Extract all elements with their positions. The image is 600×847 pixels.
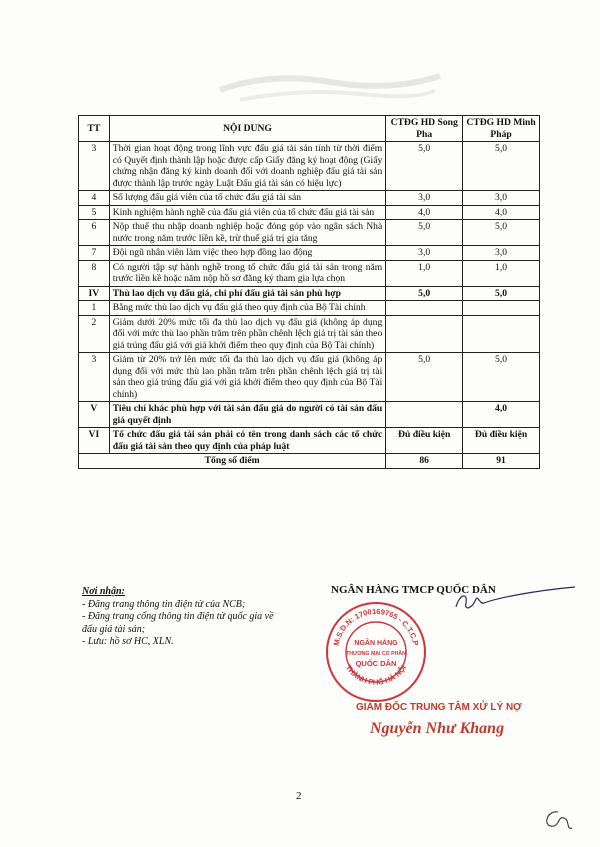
- row-score-minh-phap: 5,0: [463, 220, 540, 246]
- row-number: 8: [79, 260, 110, 286]
- header-tt: TT: [79, 116, 110, 142]
- table-row: [79, 260, 540, 286]
- row-content: Có người tập sự hành nghề trong tổ chức đấu giá tài sản trong năm trước liền kề hoặc năm nộp hồ sơ đăng ký tham gia lựa chọn: [109, 260, 386, 286]
- row-score-song-pha: Đủ điều kiện: [386, 428, 463, 454]
- table-row: [79, 142, 540, 191]
- total-label: Tổng số điểm: [79, 454, 386, 469]
- table-row: [79, 246, 540, 261]
- seal-line2: THƯƠNG MẠI CỔ PHẦN: [346, 651, 406, 657]
- row-score-song-pha: 3,0: [386, 191, 463, 206]
- row-content: Thù lao dịch vụ đấu giá, chi phí đấu giá tài sản phù hợp: [109, 286, 386, 301]
- row-number: VI: [79, 428, 110, 454]
- recipients-title: Nơi nhận:: [82, 586, 125, 597]
- recipient-item: - Lưu: hồ sơ HC, XLN.: [82, 635, 174, 647]
- row-score-minh-phap: 3,0: [463, 246, 540, 261]
- table-header-row: [79, 116, 540, 142]
- row-content: Bằng mức thù lao dịch vụ đấu giá theo quy định của Bộ Tài chính: [109, 301, 386, 316]
- recipient-item: - Đăng trang cổng thông tin điện tử quốc gia về đấu giá tài sản;: [82, 611, 274, 635]
- header-song-pha: CTĐG HD Song Pha: [386, 116, 463, 142]
- scan-artifact: [210, 60, 450, 110]
- header-content: NỘI DUNG: [109, 116, 386, 142]
- row-score-minh-phap: 4,0: [463, 402, 540, 428]
- row-content: Nộp thuế thu nhập doanh nghiệp hoặc đóng góp vào ngân sách Nhà nước trong năm trước liền kề, trừ thuế giá trị gia tăng: [109, 220, 386, 246]
- row-score-song-pha: 5,0: [386, 220, 463, 246]
- row-number: 3: [79, 353, 110, 402]
- seal-bottom-text: THÀNH PHỐ HÀ NỘI: [343, 663, 409, 687]
- signature-mark: [450, 585, 580, 625]
- score-table: [78, 115, 540, 469]
- row-score-song-pha: 5,0: [386, 286, 463, 301]
- seal-line3: QUỐC DÂN: [355, 659, 397, 668]
- signer-title: GIÁM ĐỐC TRUNG TÂM XỬ LÝ NỢ: [356, 702, 522, 713]
- signer-name: Nguyễn Như Khang: [370, 720, 505, 737]
- row-content: Tổ chức đấu giá tài sản phải có tên trong danh sách các tổ chức đấu giá tài sản theo quy định của pháp luật: [109, 428, 386, 454]
- initials-mark: [540, 806, 574, 836]
- recipients-block: [82, 586, 277, 648]
- seal-top-text: M.S.D.N: 1700169765 - C.T.C.P: [331, 606, 421, 647]
- row-number: 7: [79, 246, 110, 261]
- table-row: [79, 402, 540, 428]
- row-content: Đội ngũ nhân viên làm việc theo hợp đồng lao động: [109, 246, 386, 261]
- row-number: IV: [79, 286, 110, 301]
- row-score-minh-phap: [463, 301, 540, 316]
- row-score-minh-phap: [463, 315, 540, 353]
- row-number: V: [79, 402, 110, 428]
- row-number: 3: [79, 142, 110, 191]
- row-score-song-pha: [386, 402, 463, 428]
- total-minh-phap: 91: [463, 454, 540, 469]
- page-number: 2: [296, 790, 302, 802]
- row-number: 5: [79, 205, 110, 220]
- row-score-minh-phap: 5,0: [463, 353, 540, 402]
- table-row: [79, 428, 540, 454]
- row-number: 4: [79, 191, 110, 206]
- row-score-song-pha: [386, 315, 463, 353]
- row-score-minh-phap: 3,0: [463, 191, 540, 206]
- row-score-song-pha: 5,0: [386, 142, 463, 191]
- row-score-minh-phap: 5,0: [463, 142, 540, 191]
- table-row: [79, 191, 540, 206]
- table-row: [79, 353, 540, 402]
- table-row: [79, 286, 540, 301]
- row-content: Giảm dưới 20% mức tối đa thù lao dịch vụ đấu giá (không áp dụng đối với mức thù lao phần trăm trên phần chênh lệch giá trị tài sản theo giá trúng đấu giá với giá khởi điểm theo quy định của Bộ Tài chính): [109, 315, 386, 353]
- row-number: 6: [79, 220, 110, 246]
- row-score-song-pha: [386, 301, 463, 316]
- row-number: 2: [79, 315, 110, 353]
- row-score-minh-phap: 4,0: [463, 205, 540, 220]
- table-row: [79, 301, 540, 316]
- row-score-minh-phap: 1,0: [463, 260, 540, 286]
- row-content: Giảm từ 20% trở lên mức tối đa thù lao dịch vụ đấu giá (không áp dụng đối với mức thù lao phần trăm trên phần chênh lệch giá trị tài sản theo giá trúng đấu giá với giá khởi điểm theo quy định của Bộ Tài chính): [109, 353, 386, 402]
- row-score-song-pha: 5,0: [386, 353, 463, 402]
- total-row: [79, 454, 540, 469]
- bank-name: NGÂN HÀNG TMCP QUỐC DÂN: [331, 584, 496, 596]
- row-score-minh-phap: 5,0: [463, 286, 540, 301]
- row-content: Thời gian hoạt động trong lĩnh vực đấu giá tài sản tính từ thời điểm có Quyết định thành lập hoặc được cấp Giấy đăng ký hoạt động (Giấy chứng nhận đăng ký kinh doanh đối với doanh nghiệp đấu giá tài sản được thành lập trước ngày Luật Đấu giá tài sản có hiệu lực): [109, 142, 386, 191]
- row-number: 1: [79, 301, 110, 316]
- table-row: [79, 315, 540, 353]
- seal-line1: NGÂN HÀNG: [354, 640, 398, 647]
- row-score-song-pha: 3,0: [386, 246, 463, 261]
- row-content: Kinh nghiệm hành nghề của đấu giá viên của tổ chức đấu giá tài sản: [109, 205, 386, 220]
- row-content: Số lượng đấu giá viên của tổ chức đấu giá tài sản: [109, 191, 386, 206]
- row-score-song-pha: 1,0: [386, 260, 463, 286]
- total-song-pha: 86: [386, 454, 463, 469]
- table-row: [79, 205, 540, 220]
- header-minh-phap: CTĐG HD Minh Pháp: [463, 116, 540, 142]
- row-score-song-pha: 4,0: [386, 205, 463, 220]
- table-row: [79, 220, 540, 246]
- row-score-minh-phap: Đủ điều kiện: [463, 428, 540, 454]
- company-seal: [324, 600, 428, 704]
- row-content: Tiêu chí khác phù hợp với tài sản đấu giá do người có tài sản đấu giá quyết định: [109, 402, 386, 428]
- recipient-item: - Đăng trang thông tin điện tử của NCB;: [82, 599, 246, 611]
